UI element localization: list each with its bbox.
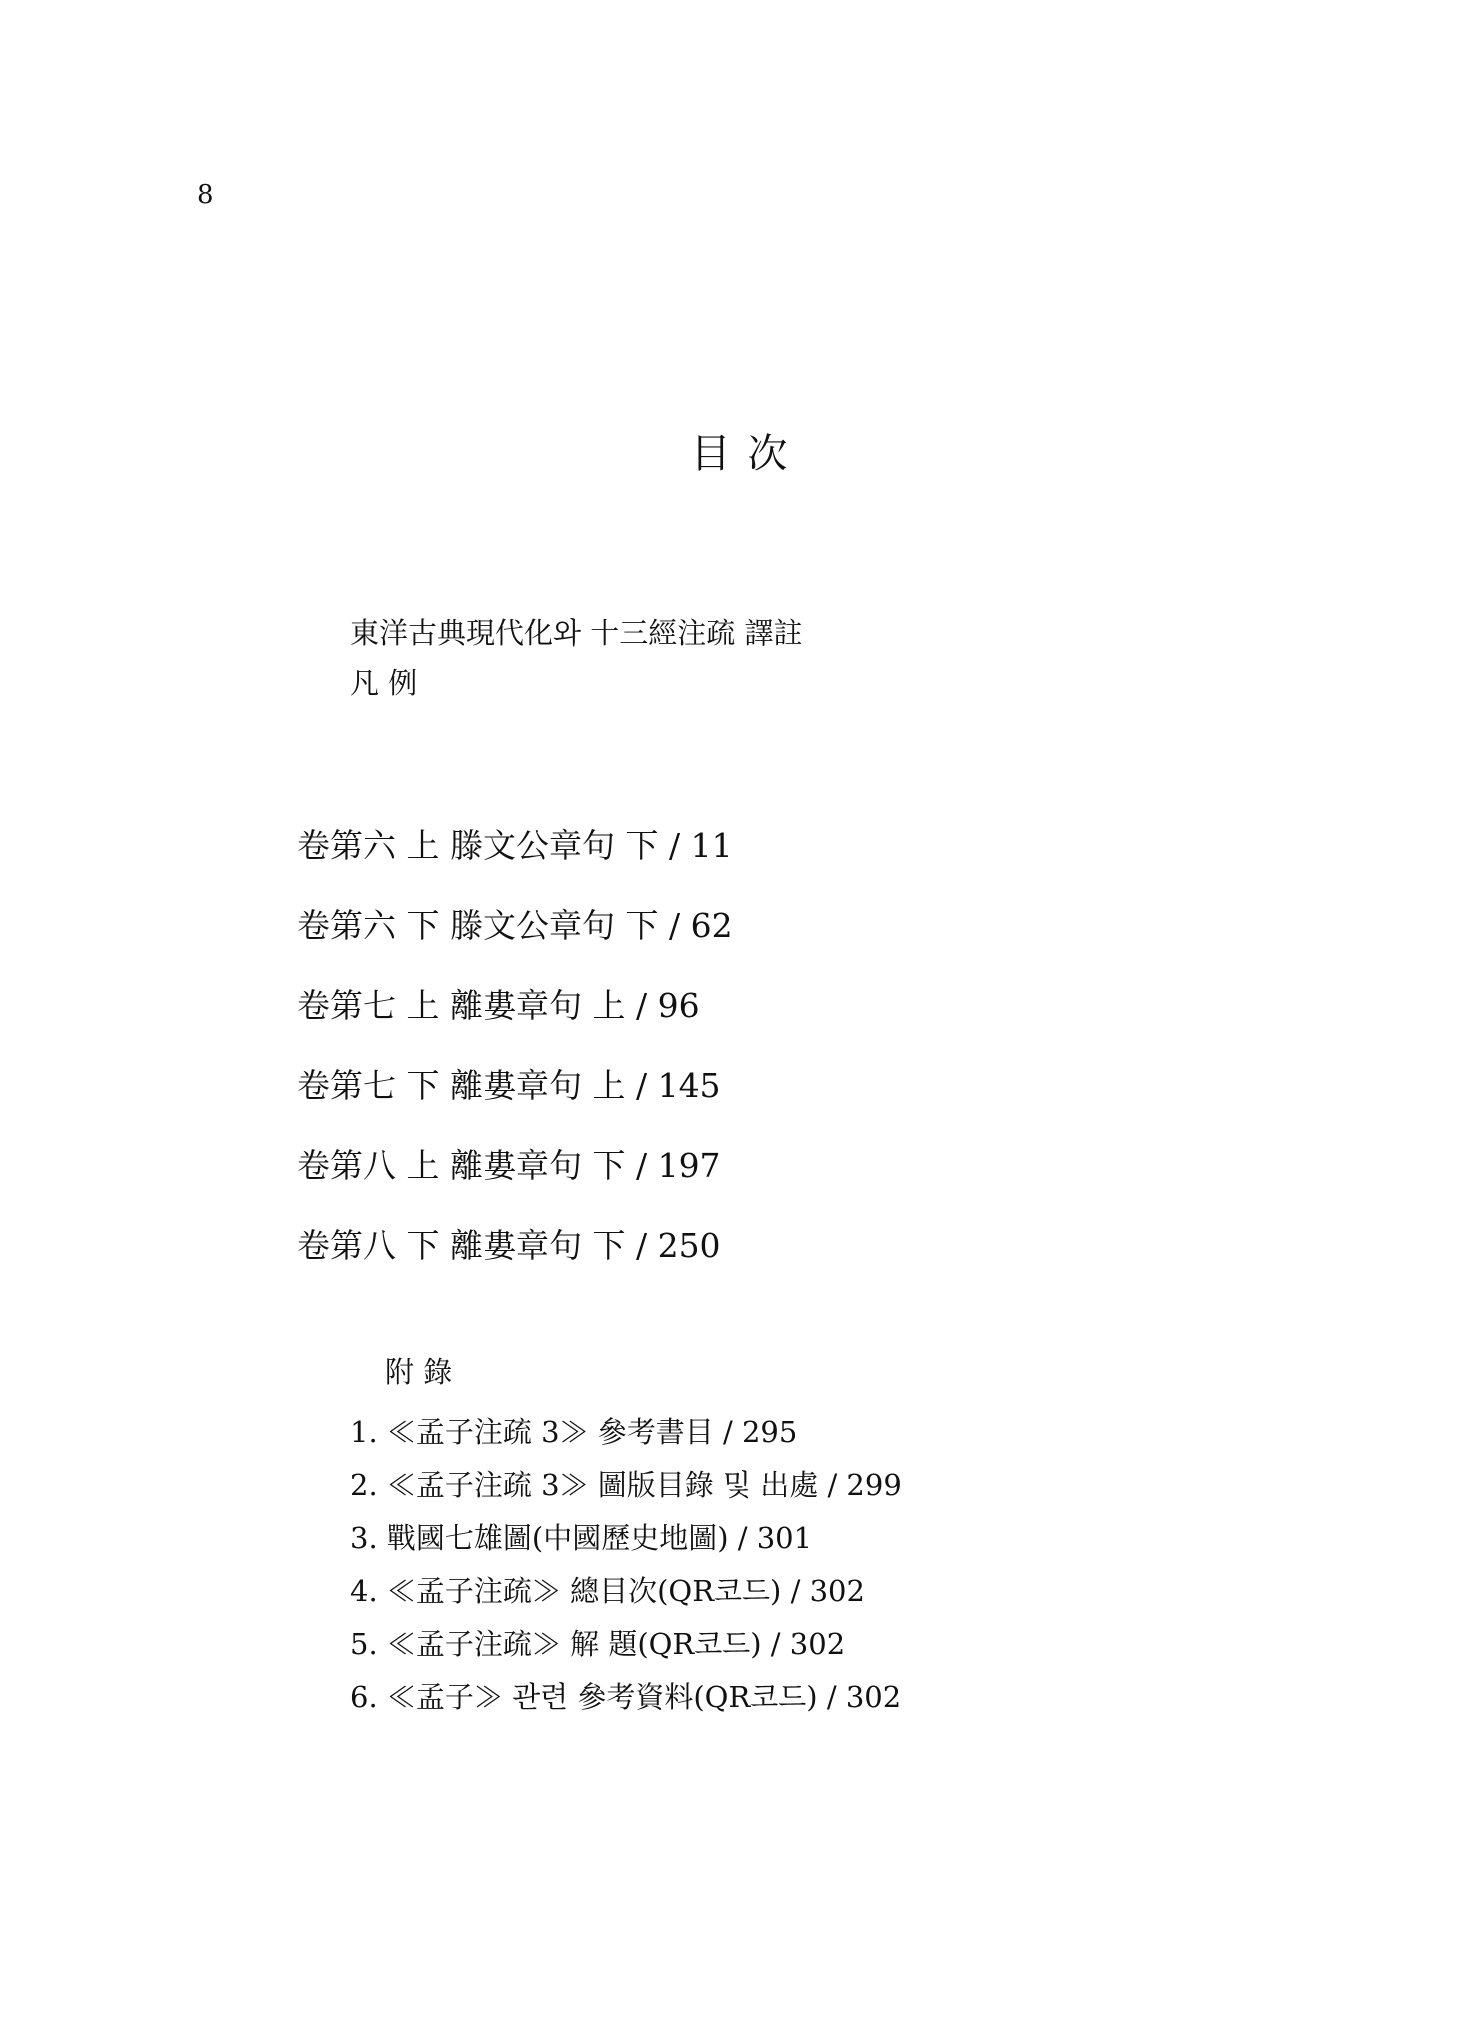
appendix-item: 5. ≪孟子注疏≫ 解 題(QR코드) / 302: [350, 1627, 846, 1661]
front-matter-list: [350, 608, 802, 708]
appendix-item: 2. ≪孟子注疏 3≫ 圖版目錄 및 出處 / 299: [350, 1468, 902, 1502]
page-title: 目 次: [690, 431, 790, 477]
chapter-item: 卷第六 下 滕文公章句 下 / 62: [297, 906, 733, 945]
chapter-list: [297, 820, 733, 1300]
chapter-item: 卷第七 上 離婁章句 上 / 96: [297, 986, 700, 1025]
appendix-title: 附 錄: [385, 1355, 453, 1389]
front-matter-item-explanatory-notes: 凡 例: [350, 666, 418, 700]
chapter-item: 卷第七 下 離婁章句 上 / 145: [297, 1066, 721, 1105]
appendix-item: 4. ≪孟子注疏≫ 總目次(QR코드) / 302: [350, 1574, 865, 1608]
appendix-section: [385, 1352, 452, 1414]
appendix-item: 6. ≪孟子≫ 관련 參考資料(QR코드) / 302: [350, 1680, 902, 1714]
front-matter-item-introduction: 東洋古典現代化와 十三經注疏 譯註: [350, 616, 803, 650]
appendix-list: [350, 1406, 902, 1724]
chapter-item: 卷第八 下 離婁章句 下 / 250: [297, 1226, 721, 1265]
appendix-item: 1. ≪孟子注疏 3≫ 參考書目 / 295: [350, 1415, 798, 1449]
chapter-item: 卷第六 上 滕文公章句 下 / 11: [297, 826, 733, 865]
chapter-item: 卷第八 上 離婁章句 下 / 197: [297, 1146, 721, 1185]
page-number: 8: [197, 180, 214, 210]
appendix-item: 3. 戰國七雄圖(中國歷史地圖) / 301: [350, 1521, 813, 1555]
